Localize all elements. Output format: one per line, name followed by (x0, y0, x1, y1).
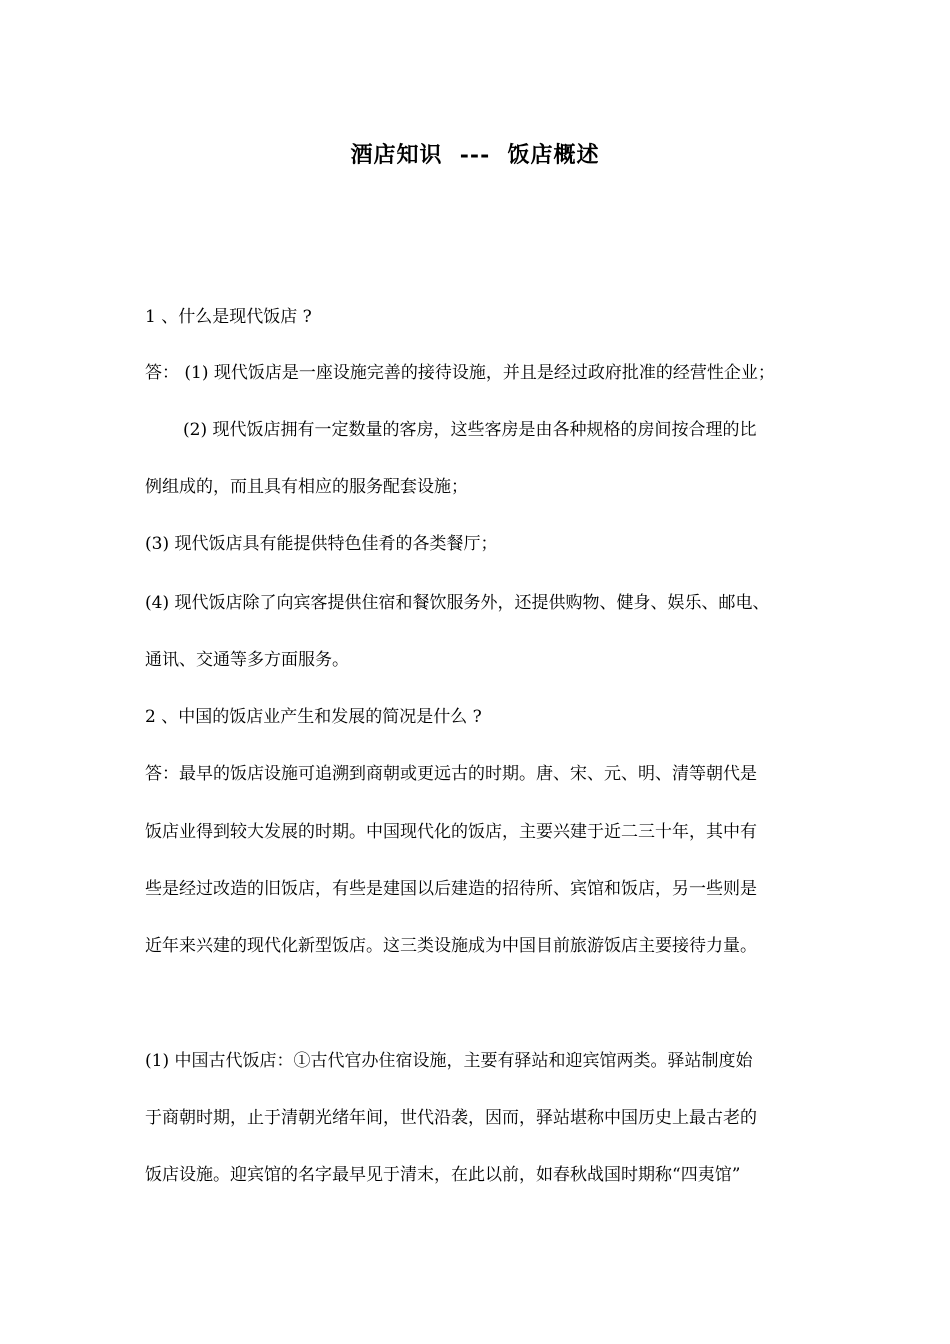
answer-2-line-1: 答：最早的饭店设施可追溯到商朝或更远古的时期。唐、宋、元、明、清等朝代是 (145, 764, 757, 784)
answer-1-line-1: 答： (1) 现代饭店是一座设施完善的接待设施，并且是经过政府批准的经营性企业； (145, 363, 775, 383)
answer-1-line-3: 例组成的，而且具有相应的服务配套设施； (145, 477, 468, 497)
answer-2-line-2: 饭店业得到较大发展的时期。中国现代化的饭店，主要兴建于近二三十年，其中有 (145, 822, 757, 842)
answer-1-line-2: (2) 现代饭店拥有一定数量的客房，这些客房是由各种规格的房间按合理的比 (183, 420, 757, 440)
answer-1-line-5: (4) 现代饭店除了向宾客提供住宿和餐饮服务外，还提供购物、健身、娱乐、邮电、 (145, 593, 770, 613)
section-1-line-1: (1) 中国古代饭店：①古代官办住宿设施，主要有驿站和迎宾馆两类。驿站制度始 (145, 1051, 753, 1071)
section-1-line-3: 饭店设施。迎宾馆的名字最早见于清末，在此以前，如春秋战国时期称“四夷馆” (145, 1165, 741, 1185)
answer-1-line-6: 通讯、交通等多方面服务。 (145, 650, 349, 670)
section-1-line-2: 于商朝时期，止于清朝光绪年间，世代沿袭，因而，驿站堪称中国历史上最古老的 (145, 1108, 757, 1128)
document-title: 酒店知识 --- 饭店概述 (350, 142, 600, 168)
question-2: 2 、中国的饭店业产生和发展的简况是什么 ? (145, 707, 482, 727)
answer-1-line-4: (3) 现代饭店具有能提供特色佳肴的各类餐厅； (145, 534, 498, 554)
answer-2-line-4: 近年来兴建的现代化新型饭店。这三类设施成为中国目前旅游饭店主要接待力量。 (145, 936, 757, 956)
question-1: 1 、什么是现代饭店 ? (145, 307, 312, 327)
answer-2-line-3: 些是经过改造的旧饭店，有些是建国以后建造的招待所、宾馆和饭店，另一些则是 (145, 879, 757, 899)
